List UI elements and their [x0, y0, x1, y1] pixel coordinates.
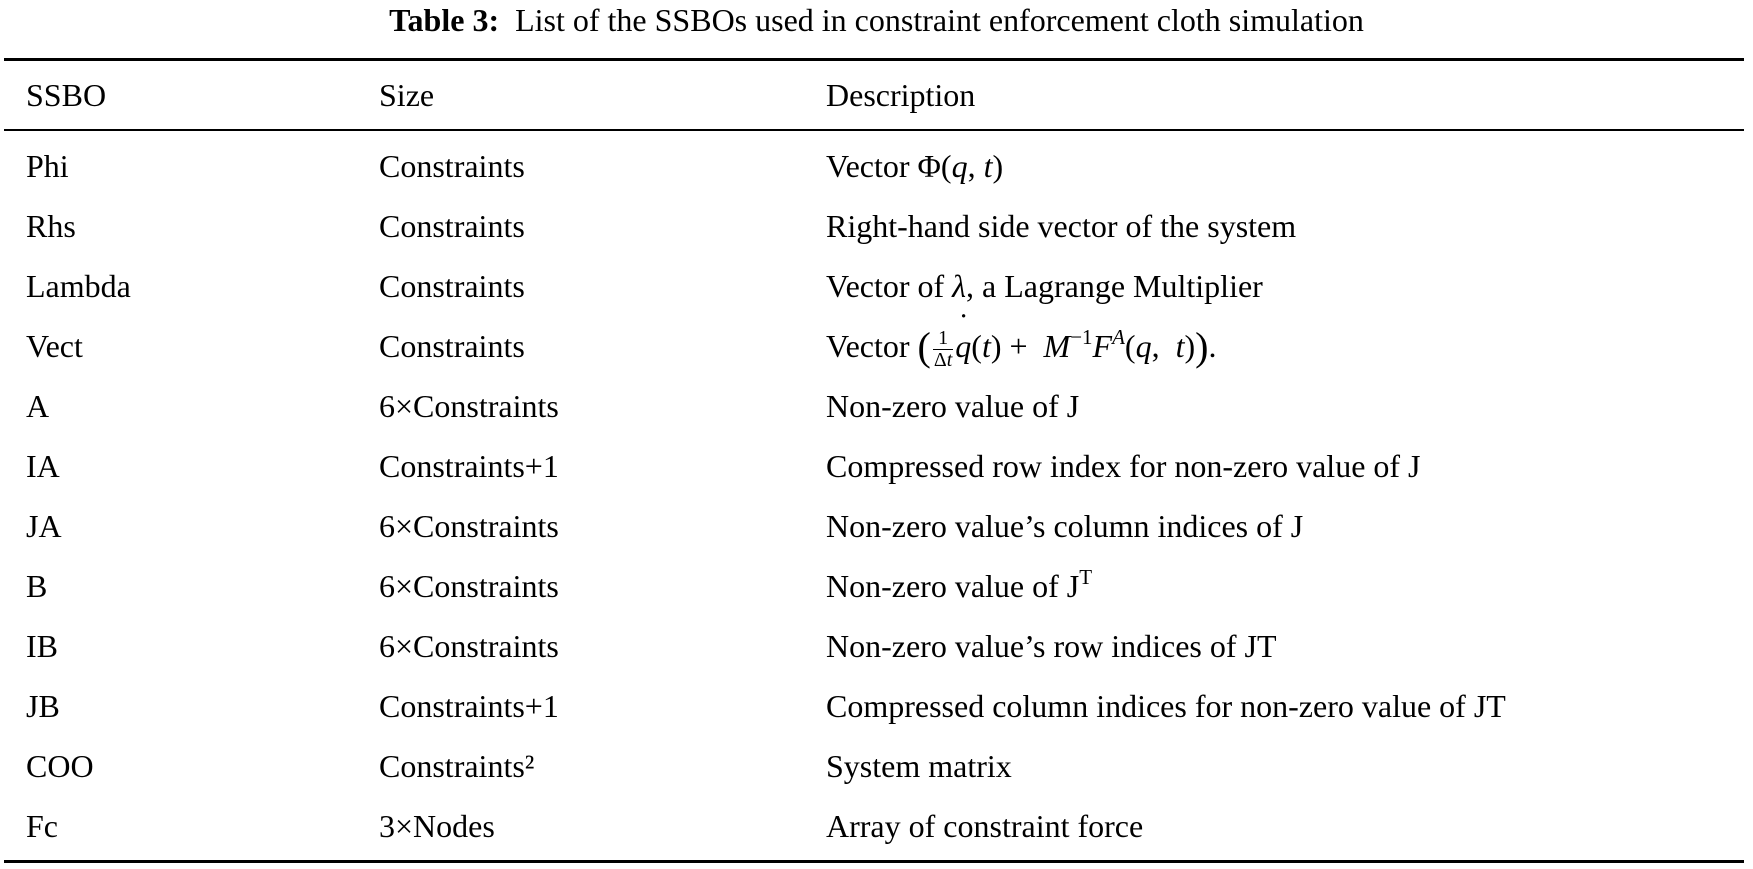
ssbo-name: B: [26, 568, 48, 604]
ssbo-description: Non-zero value’s row indices of JT: [826, 628, 1277, 664]
ssbo-size: 3×Nodes: [379, 808, 495, 844]
ssbo-size: 6×Constraints: [379, 508, 559, 544]
ssbo-table: [4, 58, 1744, 863]
bottom-rule: [4, 860, 1744, 863]
ssbo-name: A: [26, 388, 50, 424]
table-row: [4, 136, 1744, 196]
ssbo-size: 6×Constraints: [379, 388, 559, 424]
table-row: [4, 316, 1744, 376]
ssbo-name: Fc: [26, 808, 58, 844]
ssbo-name: Vect: [26, 328, 83, 364]
table-caption: [0, 0, 1753, 44]
ssbo-size: Constraints: [379, 148, 525, 184]
ssbo-description: Vector of λ, a Lagrange Multiplier: [826, 268, 1263, 304]
table-row: [4, 196, 1744, 256]
ssbo-name: Lambda: [26, 268, 131, 304]
ssbo-description: Compressed row index for non-zero value of J: [826, 448, 1421, 484]
ssbo-name: JA: [26, 508, 62, 544]
header-description: Description: [826, 77, 976, 113]
header-ssbo: SSBO: [26, 77, 107, 113]
ssbo-name: COO: [26, 748, 94, 784]
table-row: [4, 676, 1744, 736]
ssbo-size: Constraints²: [379, 748, 535, 784]
ssbo-description: Compressed column indices for non-zero value of JT: [826, 688, 1506, 724]
ssbo-size: Constraints: [379, 208, 525, 244]
ssbo-name: Rhs: [26, 208, 76, 244]
ssbo-description: Non-zero value’s column indices of J: [826, 508, 1304, 544]
ssbo-size: 6×Constraints: [379, 568, 559, 604]
table-row: [4, 616, 1744, 676]
table-row: [4, 736, 1744, 796]
ssbo-size: Constraints: [379, 268, 525, 304]
table-row: [4, 556, 1744, 616]
table-row: [4, 496, 1744, 556]
ssbo-name: Phi: [26, 148, 69, 184]
caption-label: Table 3:: [389, 2, 500, 38]
ssbo-size: Constraints+1: [379, 448, 559, 484]
ssbo-description: Array of constraint force: [826, 808, 1144, 844]
table-row: [4, 376, 1744, 436]
ssbo-name: IA: [26, 448, 60, 484]
ssbo-size: Constraints+1: [379, 688, 559, 724]
ssbo-size: Constraints: [379, 328, 525, 364]
ssbo-description: Vector Φ(q, t): [826, 148, 1004, 184]
caption-text: List of the SSBOs used in constraint enforcement cloth simulation: [515, 2, 1364, 38]
ssbo-description: Non-zero value of $J^T$: [826, 565, 1093, 604]
header-row: [4, 61, 1744, 129]
ssbo-name: JB: [26, 688, 60, 724]
table-row: [4, 256, 1744, 316]
table-body: [4, 131, 1744, 860]
ssbo-name: IB: [26, 628, 58, 664]
ssbo-description: Vector ( $\frac{1}{\Delta t}$ ˙ $q(t) + M^{-1}F^A(q$, t)).: [826, 316, 1216, 377]
ssbo-size: 6×Constraints: [379, 628, 559, 664]
ssbo-description: Right-hand side vector of the system: [826, 208, 1297, 244]
ssbo-description: System matrix: [826, 748, 1012, 784]
table-row: [4, 436, 1744, 496]
ssbo-description: Non-zero value of J: [826, 388, 1080, 424]
header-size: Size: [379, 77, 435, 113]
table-row: [4, 796, 1744, 856]
